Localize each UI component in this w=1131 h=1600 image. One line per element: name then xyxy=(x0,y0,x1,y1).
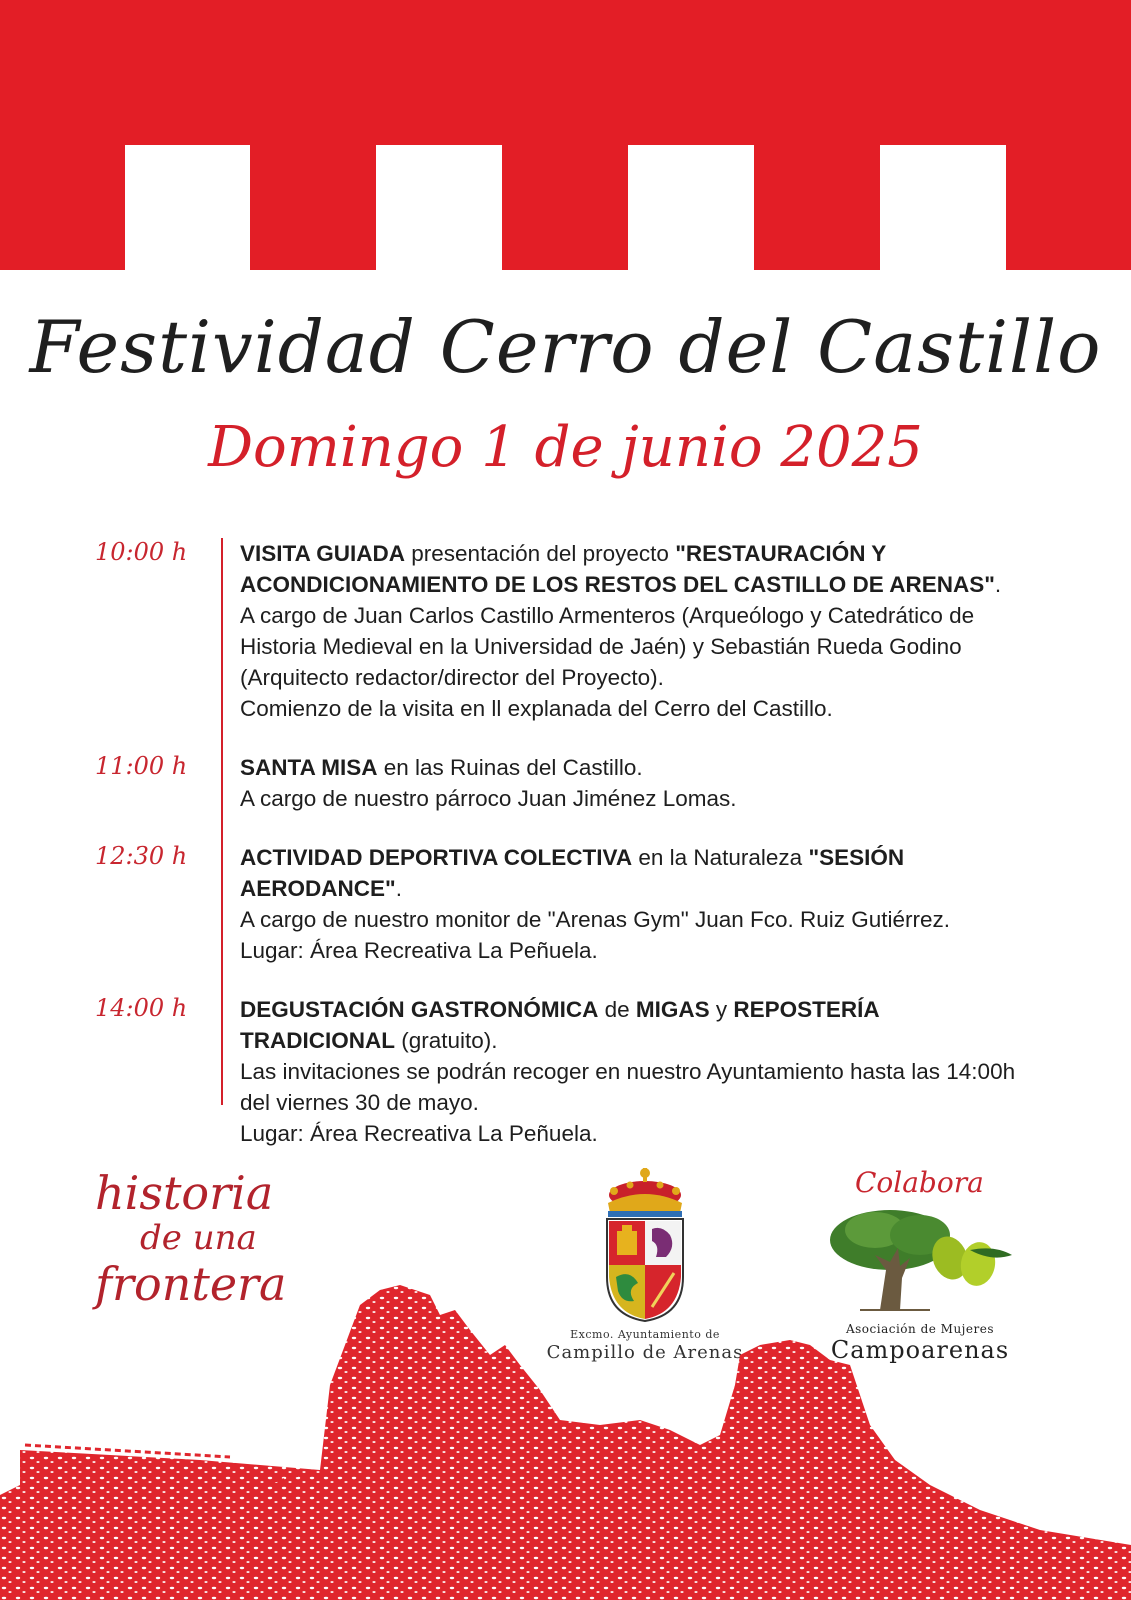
event-text: . xyxy=(994,572,1002,597)
ayuntamiento-line-1: Excmo. Ayuntamiento de xyxy=(570,1328,720,1341)
event-description xyxy=(240,538,1035,724)
event-highlight: VISITA GUIADA xyxy=(240,541,406,566)
event-time: 14:00 h xyxy=(95,994,188,1022)
asociacion-line-2: Campoarenas xyxy=(830,1336,1010,1364)
event-text: y xyxy=(709,997,734,1022)
event-highlight: "SESIÓN AERODANCE" xyxy=(240,845,905,901)
event-text: A cargo de nuestro monitor de "Arenas Gym" Juan Fco. Ruiz Gutiérrez. xyxy=(240,907,951,932)
event-text: de xyxy=(598,997,636,1022)
event-line xyxy=(240,1056,1035,1118)
castle-ruins-illustration xyxy=(0,1285,1131,1600)
event-line xyxy=(240,783,1035,814)
event-highlight: SANTA MISA xyxy=(240,755,378,780)
event-text: en las Ruinas del Castillo. xyxy=(377,755,643,780)
event-description xyxy=(240,752,1035,814)
ayuntamiento-line-2: Campillo de Arenas xyxy=(546,1342,744,1363)
event-text: A cargo de Juan Carlos Castillo Armenteros (Arqueólogo y Catedrático de Historia Medieval en la Universidad de Jaén) y Sebastián Rueda Godino (Arquitecto redactor/director del Proyecto). xyxy=(240,603,975,690)
schedule-list xyxy=(95,538,1035,1177)
event-text: A cargo de nuestro párroco Juan Jiménez Lomas. xyxy=(240,786,737,811)
event-highlight: REPOSTERÍA TRADICIONAL xyxy=(240,997,879,1053)
asociacion-line-1: Asociación de Mujeres xyxy=(845,1322,995,1336)
tagline-line-3: frontera xyxy=(95,1257,287,1311)
event-line xyxy=(240,1118,1035,1149)
event-line xyxy=(240,693,1035,724)
event-line xyxy=(240,538,1035,600)
event-highlight: ACTIVIDAD DEPORTIVA COLECTIVA xyxy=(240,845,633,870)
tagline-line-2: de una xyxy=(140,1218,257,1258)
event-text: en la Naturaleza xyxy=(632,845,809,870)
event-text: Las invitaciones se podrán recoger en nuestro Ayuntamiento hasta las 14:00h del viernes 30 de mayo. xyxy=(240,1059,1016,1115)
event-description xyxy=(240,994,1035,1149)
event-line xyxy=(240,842,1035,904)
event-text: Lugar: Área Recreativa La Peñuela. xyxy=(240,1121,598,1146)
event-description xyxy=(240,842,1035,966)
event-highlight: "RESTAURACIÓN Y ACONDICIONAMIENTO DE LOS RESTOS DEL CASTILLO DE ARENAS" xyxy=(240,541,995,597)
colabora-label: Colabora xyxy=(855,1166,984,1199)
event-highlight: MIGAS xyxy=(635,997,710,1022)
schedule-event xyxy=(95,752,1035,814)
event-line xyxy=(240,752,1035,783)
event-time: 10:00 h xyxy=(95,538,188,566)
schedule-event xyxy=(95,538,1035,724)
page-title: Festividad Cerro del Castillo xyxy=(29,305,1102,389)
event-time: 11:00 h xyxy=(95,752,188,780)
event-highlight: DEGUSTACIÓN GASTRONÓMICA xyxy=(240,997,599,1022)
event-line xyxy=(240,904,1035,935)
event-line xyxy=(240,935,1035,966)
event-date: Domingo 1 de junio 2025 xyxy=(208,415,923,480)
event-line xyxy=(240,600,1035,693)
event-text: Lugar: Área Recreativa La Peñuela. xyxy=(240,938,598,963)
tagline-line-1: historia xyxy=(95,1166,274,1220)
event-text: presentación del proyecto xyxy=(405,541,676,566)
schedule-event xyxy=(95,994,1035,1149)
event-text: Comienzo de la visita en ll explanada del Cerro del Castillo. xyxy=(240,696,833,721)
battlement-banner xyxy=(0,0,1131,270)
schedule-event xyxy=(95,842,1035,966)
event-time: 12:30 h xyxy=(95,842,188,870)
event-text: (gratuito). xyxy=(394,1028,498,1053)
event-text: . xyxy=(395,876,402,901)
event-line xyxy=(240,994,1035,1056)
